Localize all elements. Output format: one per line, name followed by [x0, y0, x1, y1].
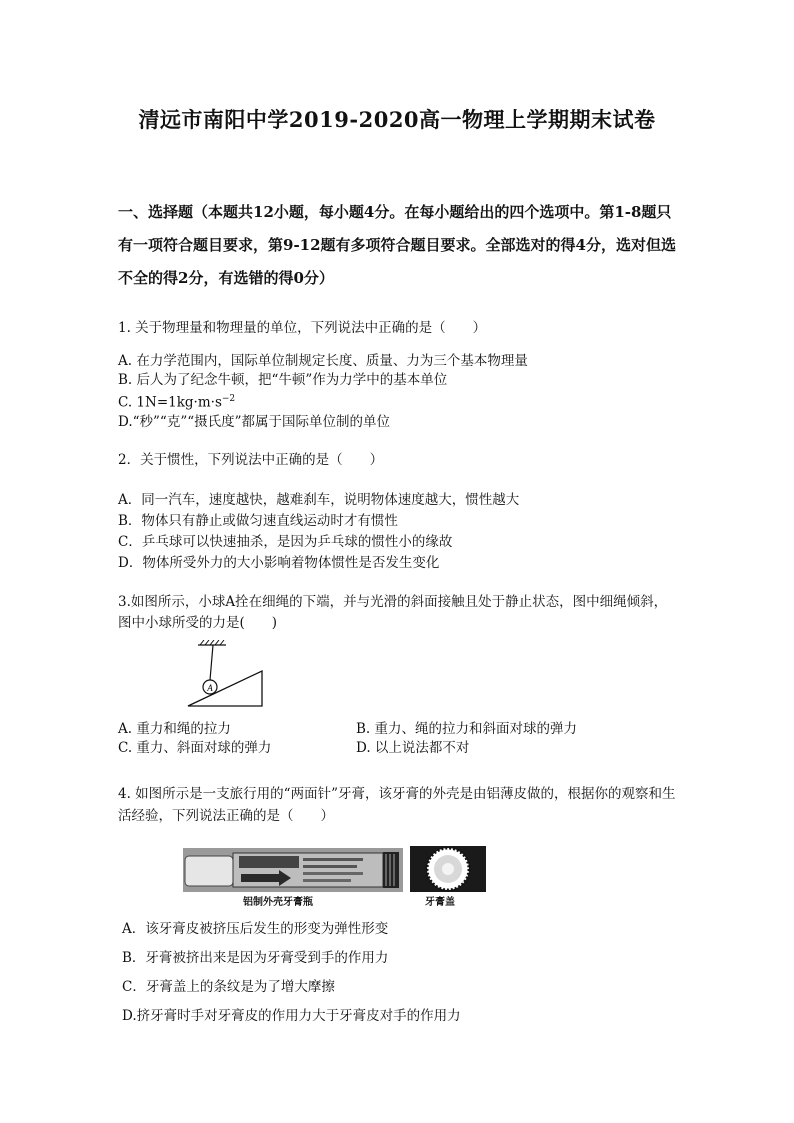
- question-2-option-a: A．同一汽车，速度越快，越难刹车，说明物体速度越大，惯性越大: [118, 492, 520, 508]
- question-4: [118, 783, 678, 827]
- question-4-option-c: C．牙膏盖上的条纹是为了增大摩擦: [122, 979, 335, 995]
- toothpaste-tube-image: [183, 848, 403, 892]
- incline-ball-figure: [180, 640, 270, 710]
- question-1: [118, 318, 678, 432]
- option-c-text: C. 1N=1kg·m·s: [118, 394, 222, 411]
- question-1-option-c: [118, 390, 678, 413]
- question-1-stem: 1. 关于物理量和物理量的单位，下列说法中正确的是（ ）: [118, 320, 487, 336]
- tube-caption: 铝制外壳牙膏瓶: [243, 897, 313, 908]
- question-2-option-b: B．物体只有静止或做匀速直线运动时才有惯性: [118, 513, 398, 529]
- question-3-option-c: C. 重力、斜面对球的弹力: [118, 740, 272, 756]
- question-2-option-d: D．物体所受外力的大小影响着物体惯性是否发生变化: [118, 555, 440, 571]
- question-4-stem: 4. 如图所示是一支旅行用的“两面针”牙膏，该牙膏的外壳是由铝薄皮做的，根据你的观察和生活经验，下列说法正确的是（ ）: [118, 786, 676, 824]
- question-4-option-d: D.挤牙膏时手对牙膏皮的作用力大于牙膏皮对手的作用力: [122, 1008, 461, 1024]
- question-1-option-b: B. 后人为了纪念牛顿，把“牛顿”作为力学中的基本单位: [118, 372, 448, 388]
- question-3-option-a: A. 重力和绳的拉力: [118, 721, 231, 737]
- question-3-stem: 3.如图所示，小球A拴在细绳的下端，并与光滑的斜面接触且处于静止状态，图中细绳倾斜，图中小球所受的力是( ): [118, 594, 668, 631]
- option-c-exponent: −2: [221, 394, 236, 404]
- question-3-options: [118, 720, 678, 758]
- question-2-option-c: C．乒乓球可以快速抽杀，是因为乒乓球的惯性小的缘故: [118, 534, 453, 550]
- page-title: 清远市南阳中学2019-2020高一物理上学期期末试卷: [138, 107, 656, 132]
- section-heading: 一、选择题（本题共12小题，每小题4分。在每小题给出的四个选项中。第1-8题只有一项符合题目要求，第9-12题有多项符合题目要求。全部选对的得4分，选对但选不全的得2分，有选错的得0分）: [118, 203, 676, 287]
- question-2: [118, 450, 678, 574]
- question-4-option-b: B．牙膏被挤出来是因为牙膏受到手的作用力: [122, 950, 389, 966]
- toothpaste-cap-image: [410, 846, 486, 892]
- question-3-option-d: D. 以上说法都不对: [356, 740, 470, 756]
- question-3: [118, 592, 678, 634]
- question-1-option-d: D.“秒”“克”“摄氏度”都属于国际单位制的单位: [118, 413, 391, 430]
- question-2-stem: 2．关于惯性，下列说法中正确的是（ ）: [118, 452, 384, 468]
- question-3-option-b: B. 重力、绳的拉力和斜面对球的弹力: [356, 721, 578, 737]
- question-4-options: [122, 915, 682, 1031]
- question-4-option-a: A．该牙膏皮被挤压后发生的形变为弹性形变: [122, 921, 389, 937]
- question-1-option-a: A. 在力学范围内，国际单位制规定长度、质量、力为三个基本物理量: [118, 353, 528, 369]
- ball-label: A: [207, 683, 213, 693]
- cap-caption: 牙膏盖: [425, 897, 455, 908]
